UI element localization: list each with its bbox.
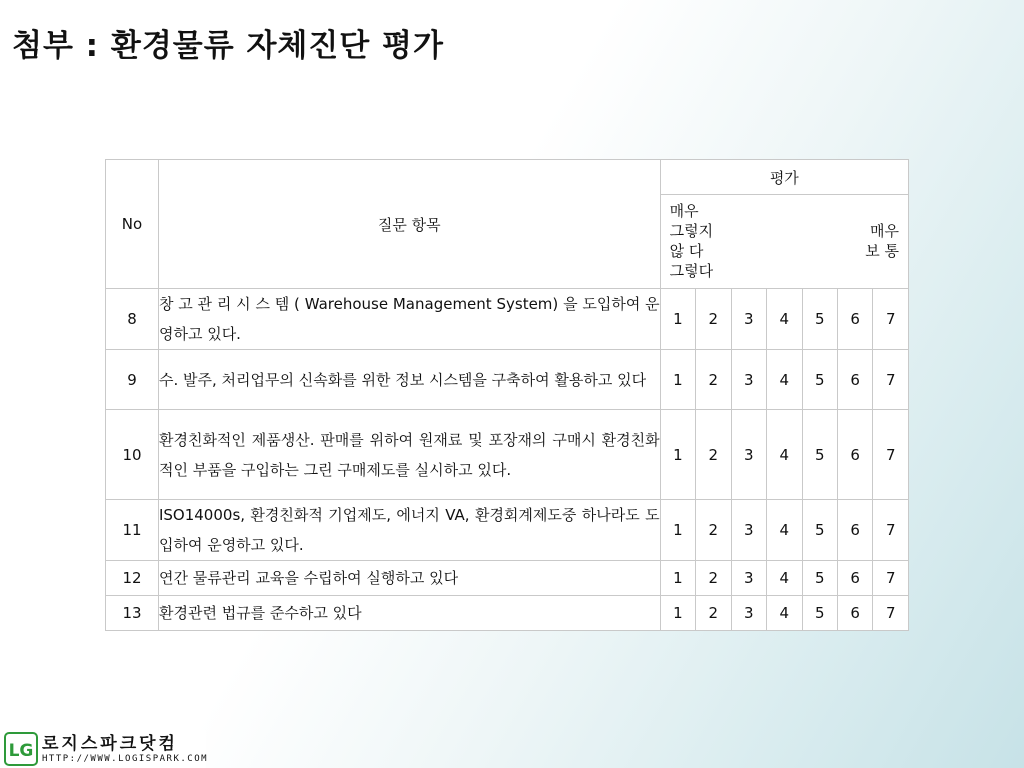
row-number: 10 <box>106 410 159 500</box>
table-row <box>106 561 909 596</box>
scale-left-labels <box>670 201 713 281</box>
score-option[interactable]: 6 <box>837 410 872 500</box>
scale-left-line: 그렇다 <box>669 262 714 280</box>
score-option[interactable]: 5 <box>802 350 837 410</box>
question-text: 연간 물류관리 교육을 수립하여 실행하고 있다 <box>158 561 660 596</box>
logo-url: HTTP://WWW.LOGISPARK.COM <box>42 753 209 764</box>
scale-left-line: 그렇지 <box>669 222 714 240</box>
table-row <box>106 350 909 410</box>
score-option[interactable]: 4 <box>767 561 802 596</box>
score-option[interactable]: 6 <box>837 596 872 631</box>
score-option[interactable]: 7 <box>873 500 909 561</box>
score-option[interactable]: 1 <box>660 561 695 596</box>
question-text: 환경친화적인 제품생산. 판매를 위하여 원재료 및 포장재의 구매시 환경친화적인 부품을 구입하는 그린 구매제도를 실시하고 있다. <box>158 410 660 500</box>
score-option[interactable]: 5 <box>802 500 837 561</box>
table-row <box>106 500 909 561</box>
score-option[interactable]: 1 <box>660 410 695 500</box>
scale-left-line: 않 다 <box>669 242 704 260</box>
score-option[interactable]: 1 <box>660 289 695 350</box>
score-option[interactable]: 4 <box>767 596 802 631</box>
score-option[interactable]: 1 <box>660 596 695 631</box>
score-option[interactable]: 6 <box>837 500 872 561</box>
header-no: No <box>106 160 159 289</box>
score-option[interactable]: 5 <box>802 410 837 500</box>
score-option[interactable]: 3 <box>731 596 766 631</box>
score-option[interactable]: 1 <box>660 350 695 410</box>
table-row <box>106 410 909 500</box>
score-option[interactable]: 7 <box>873 410 909 500</box>
score-option[interactable]: 7 <box>873 289 909 350</box>
scale-right-line: 매우 <box>870 222 899 240</box>
score-option[interactable]: 1 <box>660 500 695 561</box>
score-option[interactable]: 4 <box>767 410 802 500</box>
page-title: 첨부 : 환경물류 자체진단 평가 <box>12 28 444 64</box>
score-option[interactable]: 3 <box>731 561 766 596</box>
header-scale <box>660 195 908 289</box>
score-option[interactable]: 3 <box>731 350 766 410</box>
table-row <box>106 596 909 631</box>
score-option[interactable]: 3 <box>731 500 766 561</box>
logispark-logo[interactable] <box>0 730 209 768</box>
score-option[interactable]: 6 <box>837 350 872 410</box>
score-option[interactable]: 2 <box>696 561 731 596</box>
score-option[interactable]: 2 <box>696 596 731 631</box>
scale-left-line: 매우 <box>669 202 699 220</box>
scale-right-labels <box>865 221 899 261</box>
question-text: ISO14000s, 환경친화적 기업제도, 에너지 VA, 환경회계제도중 하나라도 도입하여 운영하고 있다. <box>158 500 660 561</box>
score-option[interactable]: 6 <box>837 561 872 596</box>
table-row <box>106 289 909 350</box>
score-option[interactable]: 7 <box>873 561 909 596</box>
score-option[interactable]: 4 <box>767 289 802 350</box>
score-option[interactable]: 2 <box>696 350 731 410</box>
row-number: 11 <box>106 500 159 561</box>
score-option[interactable]: 3 <box>731 410 766 500</box>
question-text: 창 고 관 리 시 스 템 ( Warehouse Management System) 을 도입하여 운영하고 있다. <box>158 289 660 350</box>
score-option[interactable]: 6 <box>837 289 872 350</box>
logo-mark-icon <box>4 732 38 766</box>
score-option[interactable]: 5 <box>802 596 837 631</box>
score-option[interactable]: 7 <box>873 350 909 410</box>
row-number: 8 <box>106 289 159 350</box>
header-evaluation: 평가 <box>660 160 908 195</box>
score-option[interactable]: 2 <box>696 410 731 500</box>
scale-right-line: 보 통 <box>865 242 899 260</box>
score-option[interactable]: 3 <box>731 289 766 350</box>
score-option[interactable]: 2 <box>696 500 731 561</box>
score-option[interactable]: 4 <box>767 500 802 561</box>
question-text: 환경관련 법규를 준수하고 있다 <box>158 596 660 631</box>
row-number: 13 <box>106 596 159 631</box>
row-number: 12 <box>106 561 159 596</box>
logo-name: 로지스파크닷컴 <box>42 733 178 754</box>
header-question: 질문 항목 <box>158 160 660 289</box>
evaluation-table <box>105 159 909 631</box>
score-option[interactable]: 2 <box>696 289 731 350</box>
logo-text <box>42 734 208 765</box>
score-option[interactable]: 4 <box>767 350 802 410</box>
row-number: 9 <box>106 350 159 410</box>
score-option[interactable]: 5 <box>802 561 837 596</box>
question-text: 수. 발주, 처리업무의 신속화를 위한 정보 시스템을 구축하여 활용하고 있다 <box>158 350 660 410</box>
logo-mark-text: LG <box>8 741 34 761</box>
score-option[interactable]: 7 <box>873 596 909 631</box>
score-option[interactable]: 5 <box>802 289 837 350</box>
